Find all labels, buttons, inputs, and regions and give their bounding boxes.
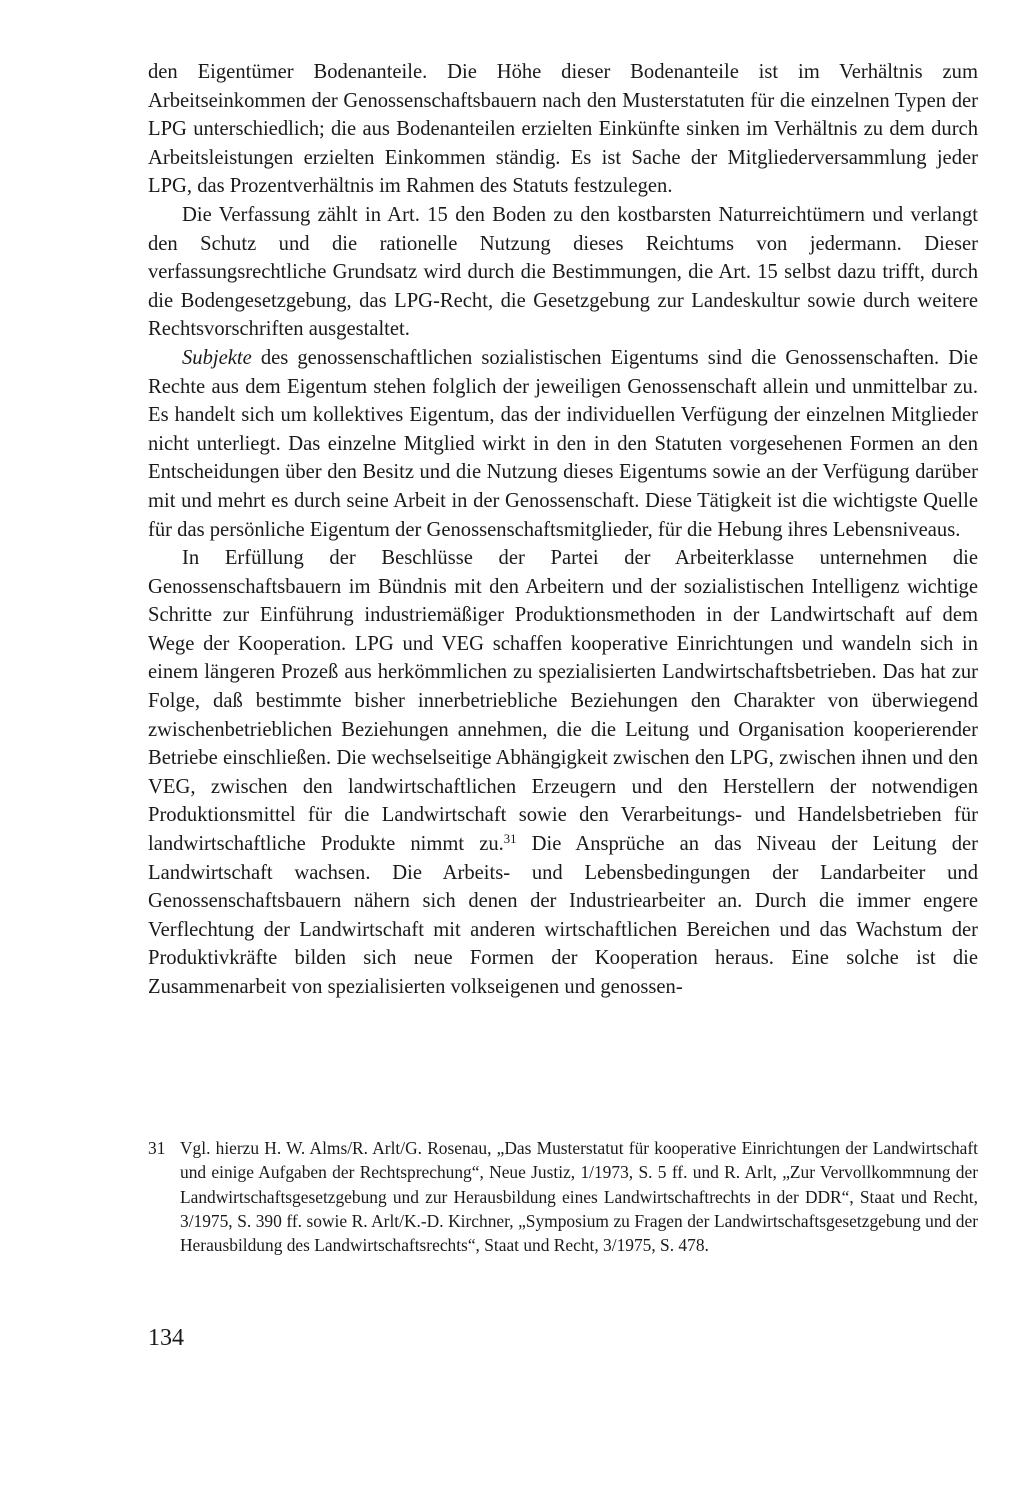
paragraph-1: den Eigentümer Bodenanteile. Die Höhe dieser Bodenanteile ist im Verhältnis zum Arbeitseinkommen der Genossenschaftsbauern nach den Musterstatuten für die einzelnen Typen der LPG unterschiedlich; die aus Bodenanteilen erzielten Einkünfte sinken im Verhältnis zu dem durch Arbeitsleistungen erzielten Einkommen ständig. Es ist Sache der Mitgliederversammlung jeder LPG, das Prozentverhältnis im Rahmen des Statuts festzulegen. <box>148 61 978 198</box>
emphasis-subjekte: Subjekte <box>182 346 252 369</box>
paragraph-4-text: In Erfüllung der Beschlüsse der Partei der Arbeiterklasse unternehmen die Genossenschaftsbauern im Bündnis mit den Arbeitern und der sozialistischen Intelligenz wichtige Schritte zur Einführung industriemäßiger Produktionsmethoden in der Landwirtschaft auf dem Wege der Kooperation. LPG und VEG schaffen kooperative Einrichtungen und wandeln sich in einem längeren Prozeß aus herkömmlichen zu spezialisierten Landwirtschaftsbetrieben. Das hat zur Folge, daß bestimmte bisher innerbetriebliche Beziehungen den Charakter von überwiegend zwischenbetrieblichen Beziehungen annehmen, die die Leitung und Organisation kooperierender Betriebe einschließen. Die wechselseitige Abhängigkeit zwischen den LPG, zwischen ihnen und den VEG, zwischen den landwirtschaftlichen Erzeugern und den Herstellern der notwendigen Produktionsmittel für die Landwirtschaft sowie den Verarbeitungs- und Handelsbetrieben für landwirtschaftliche Produkte nimmt zu. <box>148 547 978 856</box>
body-text <box>148 58 978 1002</box>
paragraph-4 <box>148 544 978 1002</box>
paragraph-2: Die Verfassung zählt in Art. 15 den Boden zu den kostbarsten Naturreichtümern und verlangt den Schutz und die rationelle Nutzung dieses Reichtums von jedermann. Dieser verfassungsrechtliche Grundsatz wird durch die Bestimmungen, die Art. 15 selbst dazu trifft, durch die Bodengesetzgebung, das LPG-Recht, die Gesetzgebung zur Landeskultur sowie durch weitere Rechtsvorschriften ausgestaltet. <box>148 203 978 341</box>
footnote-text: Vgl. hierzu H. W. Alms/R. Arlt/G. Rosenau, „Das Musterstatut für kooperative Einrichtungen der Landwirtschaft und einige Aufgaben der Rechtsprechung“, Neue Justiz, 1/1973, S. 5 ff. und R. Arlt, „Zur Vervollkommnung der Landwirtschaftsgesetzgebung und zur Herausbildung eines Landwirtschaftrechts in der DDR“, Staat und Recht, 3/1975, S. 390 ff. sowie R. Arlt/K.-D. Kirchner, „Symposium zu Fragen der Landwirtschaftsgesetzgebung und der Herausbildung des Landwirtschaftsrechts“, Staat und Recht, 3/1975, S. 478. <box>180 1138 978 1256</box>
paragraph-3 <box>148 344 978 544</box>
footnote-section <box>148 1136 978 1257</box>
paragraph-4-text-continued: Die Ansprüche an das Niveau der Leitung der Landwirtschaft wachsen. Die Arbeits- und Lebensbedingungen der Landarbeiter und Genossenschaftsbauern nähern sich denen der Industriearbeiter an. Durch die immer engere Verflechtung der Landwirtschaft mit anderen wirtschaftlichen Bereichen und das Wachstum der Produktivkräfte bilden sich neue Formen der Kooperation heraus. Eine solche ist die Zusammenarbeit von spezialisierten volkseigenen und genossen- <box>148 833 979 998</box>
paragraph-3-text: des genossenschaftlichen sozialistischen Eigentums sind die Genossenschaften. Die Rechte aus dem Eigentum stehen folglich der jeweiligen Genossenschaft allein und unmittelbar zu. Es handelt sich um kollektives Eigentum, das der individuellen Verfügung der einzelnen Mitglieder nicht unterliegt. Das einzelne Mitglied wirkt in den in den Statuten vorgesehenen Formen an den Entscheidungen über den Besitz und die Nutzung dieses Eigentums sowie an der Verfügung darüber mit und mehrt es durch seine Arbeit in der Genossenschaft. Diese Tätigkeit ist die wichtigste Quelle für das persönliche Eigentum der Genossenschaftsmitglieder, für die Hebung ihres Lebensniveaus. <box>148 346 978 541</box>
footnote-reference[interactable]: 31 <box>503 832 517 847</box>
page-number: 134 <box>148 1325 184 1351</box>
footnote-number: 31 <box>148 1138 166 1158</box>
